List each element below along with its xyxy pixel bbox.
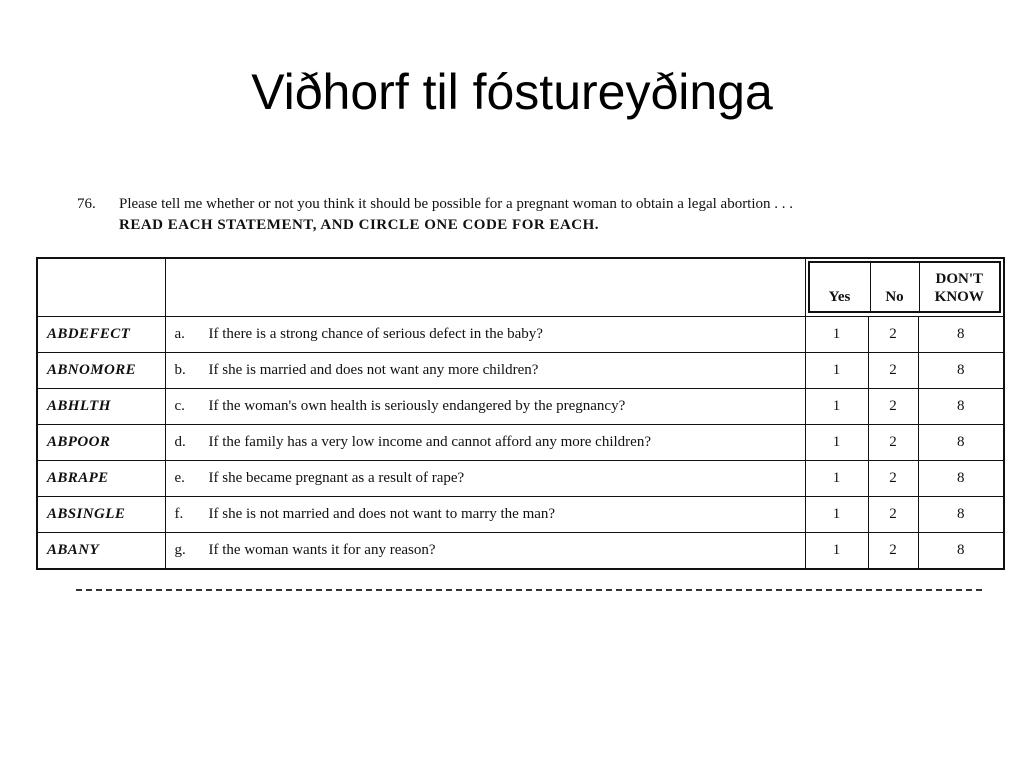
variable-name-cell: ABDEFECT — [37, 316, 165, 352]
code-yes[interactable]: 1 — [832, 505, 841, 522]
question-text: Please tell me whether or not you think it should be possible for a pregnant woman to obtain a legal abortion . . . — [119, 196, 794, 212]
code-dont-know[interactable]: 8 — [918, 533, 1004, 568]
codes-row — [806, 533, 1004, 568]
question-number: 76. — [77, 196, 96, 212]
codes-cell — [805, 532, 1004, 569]
statement-text: If she is not married and does not want to marry the man? — [208, 505, 556, 522]
statement-text: If the woman's own health is seriously endangered by the pregnancy? — [208, 397, 626, 414]
slide-title: Viðhorf til fóstureyðinga — [251, 64, 773, 120]
variable-name-cell: ABPOOR — [37, 424, 165, 460]
code-yes[interactable]: 1 — [832, 397, 841, 414]
codes-cell — [805, 424, 1004, 460]
dont-know-header: DON'T KNOW — [919, 263, 1000, 311]
statement-cell — [165, 496, 805, 532]
table-row — [37, 424, 1004, 460]
code-yes[interactable]: 1 — [832, 541, 841, 558]
code-yes[interactable]: 1 — [832, 433, 841, 450]
code-no[interactable]: 2 — [868, 425, 918, 460]
table-body — [37, 258, 1004, 569]
code-yes[interactable]: 1 — [832, 469, 841, 486]
statement-text: If she became pregnant as a result of rape? — [208, 469, 465, 486]
code-no[interactable]: 2 — [868, 461, 918, 496]
codes-cell — [805, 352, 1004, 388]
var-header-cell — [37, 258, 165, 316]
question-instruction: READ EACH STATEMENT, AND CIRCLE ONE CODE FOR EACH. — [119, 217, 600, 233]
table-row — [37, 388, 1004, 424]
statement-text: If there is a strong chance of serious defect in the baby? — [208, 325, 543, 342]
table-header-row — [37, 258, 1004, 316]
code-no[interactable]: 2 — [868, 533, 918, 568]
code-dont-know[interactable]: 8 — [918, 425, 1004, 460]
variable-name-cell: ABRAPE — [37, 460, 165, 496]
codes-cell — [805, 496, 1004, 532]
code-yes[interactable]: 1 — [832, 361, 841, 378]
yes-header: Yes — [828, 289, 851, 305]
codes-cell — [805, 460, 1004, 496]
code-no[interactable]: 2 — [868, 497, 918, 532]
codes-row — [806, 461, 1004, 496]
statement-text: If the woman wants it for any reason? — [208, 541, 436, 558]
codes-row — [806, 317, 1004, 352]
response-code-table — [36, 257, 1005, 570]
codes-row — [806, 497, 1004, 532]
codes-row — [806, 425, 1004, 460]
code-dont-know[interactable]: 8 — [918, 353, 1004, 388]
code-dont-know[interactable]: 8 — [918, 497, 1004, 532]
statement-text: If the family has a very low income and cannot afford any more children? — [208, 433, 651, 450]
table-row — [37, 460, 1004, 496]
code-no[interactable]: 2 — [868, 389, 918, 424]
statement-letter: c. — [174, 397, 185, 414]
code-dont-know[interactable]: 8 — [918, 461, 1004, 496]
no-header: No — [870, 263, 919, 311]
codes-cell — [805, 388, 1004, 424]
code-yes[interactable]: 1 — [832, 325, 841, 342]
table-row — [37, 352, 1004, 388]
variable-name-cell: ABSINGLE — [37, 496, 165, 532]
statement-letter: f. — [174, 505, 184, 522]
variable-name-cell: ABNOMORE — [37, 352, 165, 388]
statement-cell — [165, 352, 805, 388]
separator-dashed-line — [76, 589, 982, 591]
statement-letter: b. — [174, 361, 186, 378]
codes-cell — [805, 316, 1004, 352]
table-row — [37, 496, 1004, 532]
codes-row — [806, 353, 1004, 388]
variable-name-cell: ABANY — [37, 532, 165, 569]
table-row — [37, 316, 1004, 352]
statement-letter: d. — [174, 433, 186, 450]
statement-cell — [165, 316, 805, 352]
code-no[interactable]: 2 — [868, 353, 918, 388]
codes-row — [806, 389, 1004, 424]
statement-letter: a. — [174, 325, 185, 342]
codes-header-cell — [805, 258, 1004, 316]
codes-header-box — [808, 261, 1002, 313]
table-row — [37, 532, 1004, 569]
statement-cell — [165, 460, 805, 496]
statement-text: If she is married and does not want any more children? — [208, 361, 539, 378]
statement-cell — [165, 532, 805, 569]
variable-name-cell: ABHLTH — [37, 388, 165, 424]
statement-cell — [165, 388, 805, 424]
statement-letter: g. — [174, 541, 186, 558]
statement-header-cell — [165, 258, 805, 316]
code-dont-know[interactable]: 8 — [918, 317, 1004, 352]
statement-cell — [165, 424, 805, 460]
code-no[interactable]: 2 — [868, 317, 918, 352]
code-dont-know[interactable]: 8 — [918, 389, 1004, 424]
statement-letter: e. — [174, 469, 185, 486]
